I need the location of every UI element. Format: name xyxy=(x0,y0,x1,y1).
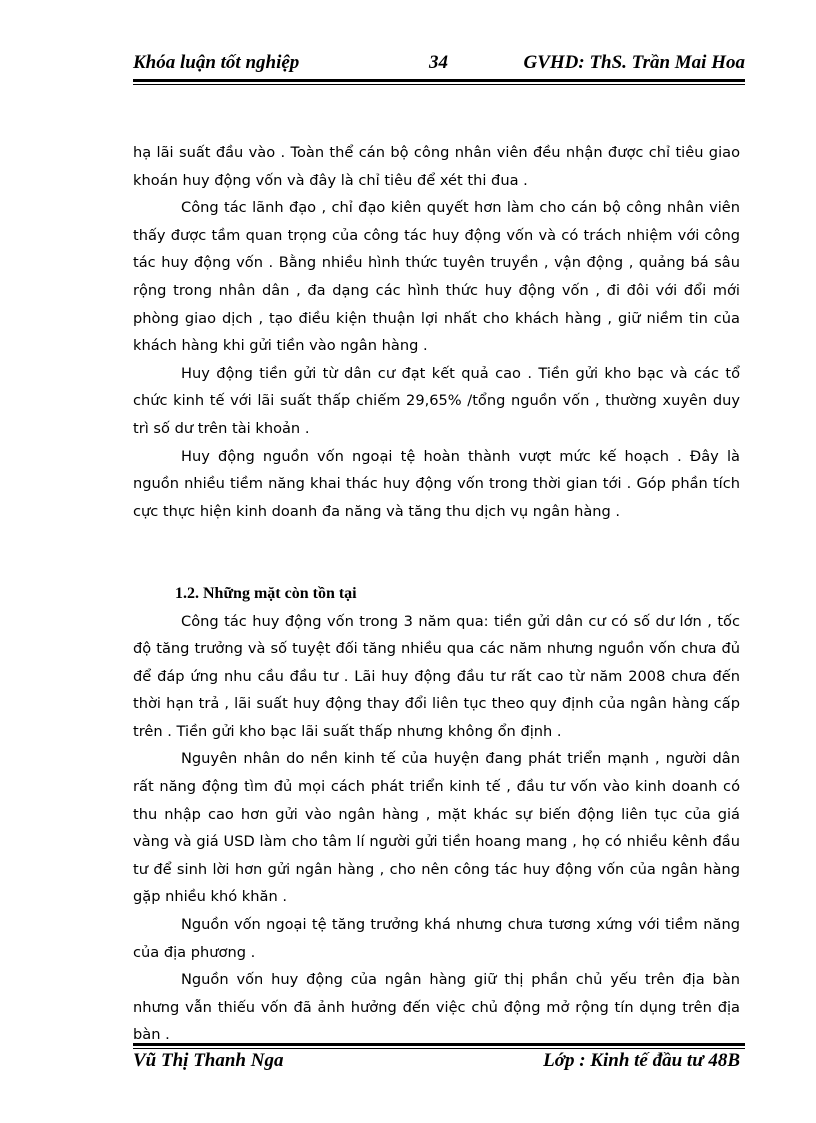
section-spacer xyxy=(133,525,740,553)
header-thesis-title: Khóa luận tốt nghiệp xyxy=(133,52,300,73)
header-supervisor: GVHD: ThS. Trần Mai Hoa xyxy=(523,52,745,73)
page-header xyxy=(133,52,745,76)
paragraph-6: Nguyên nhân do nền kinh tế của huyện đang phát triển mạnh , người dân rất năng động tìm đủ mọi cách phát triển kinh tế , đầu tư vốn vào kinh doanh có thu nhập cao hơn gửi vào ngân hàng , mặt khác sự biến động liên tục của giá vàng và giá USD làm cho tâm lí người gửi tiền hoang mang , họ có nhiều kênh đầu tư để sinh lời hơn gửi ngân hàng , cho nên công tác huy động vốn của ngân hàng gặp nhiều khó khăn . xyxy=(133,750,740,906)
footer-class: Lớp : Kinh tế đầu tư 48B xyxy=(543,1050,740,1071)
footer-rule xyxy=(133,1043,745,1049)
page-body xyxy=(133,139,740,1049)
footer-author: Vũ Thị Thanh Nga xyxy=(133,1050,284,1071)
paragraph-5: Công tác huy động vốn trong 3 năm qua: tiền gửi dân cư có số dư lớn , tốc độ tăng trưởng và số tuyệt đối tăng nhiều qua các năm nhưng nguồn vốn chưa đủ để đáp ứng nhu cầu đầu tư . Lãi huy động đầu tư rất cao từ năm 2008 chưa đến thời hạn trả , lãi suất huy động thay đổi liên tục theo quy định của ngân hàng cấp trên . Tiền gửi kho bạc lãi suất thấp nhưng không ổn định . xyxy=(133,612,740,740)
paragraph-4: Huy động nguồn vốn ngoại tệ hoàn thành vượt mức kế hoạch . Đây là nguồn nhiều tiềm năng khai thác huy động vốn trong thời gian tới . Góp phần tích cực thực hiện kinh doanh đa năng và tăng thu dịch vụ ngân hàng . xyxy=(133,447,740,520)
paragraph-8: Nguồn vốn huy động của ngân hàng giữ thị phần chủ yếu trên địa bàn nhưng vẫn thiếu vốn đã ảnh hưởng đến việc chủ động mở rộng tín dụng trên địa bàn . xyxy=(133,971,740,1044)
page-footer xyxy=(133,1050,740,1076)
paragraph-2: Công tác lãnh đạo , chỉ đạo kiên quyết hơn làm cho cán bộ công nhân viên thấy được tầm quan trọng của công tác huy động vốn và có trách nhiệm với công tác huy động vốn . Bằng nhiều hình thức tuyên truyền , vận động , quảng bá sâu rộng trong nhân dân , đa dạng các hình thức huy động vốn , đi đôi với đổi mới phòng giao dịch , tạo điều kiện thuận lợi nhất cho khách hàng , giữ niềm tin của khách hàng khi gửi tiền vào ngân hàng . xyxy=(133,199,740,355)
section-heading: 1.2. Những mặt còn tồn tại xyxy=(175,584,357,602)
paragraph-1: hạ lãi suất đầu vào . Toàn thể cán bộ công nhân viên đều nhận được chỉ tiêu giao khoán huy động vốn và đây là chỉ tiêu để xét thi đua . xyxy=(133,144,740,189)
page-number: 34 xyxy=(429,52,448,73)
paragraph-7: Nguồn vốn ngoại tệ tăng trưởng khá nhưng chưa tương xứng với tiềm năng của địa phương . xyxy=(133,916,740,961)
paragraph-3: Huy động tiền gửi từ dân cư đạt kết quả cao . Tiền gửi kho bạc và các tổ chức kinh tế với lãi suất thấp chiếm 29,65% /tổng nguồn vốn , thường xuyên duy trì số dư trên tài khoản . xyxy=(133,364,740,437)
header-rule xyxy=(133,79,745,85)
